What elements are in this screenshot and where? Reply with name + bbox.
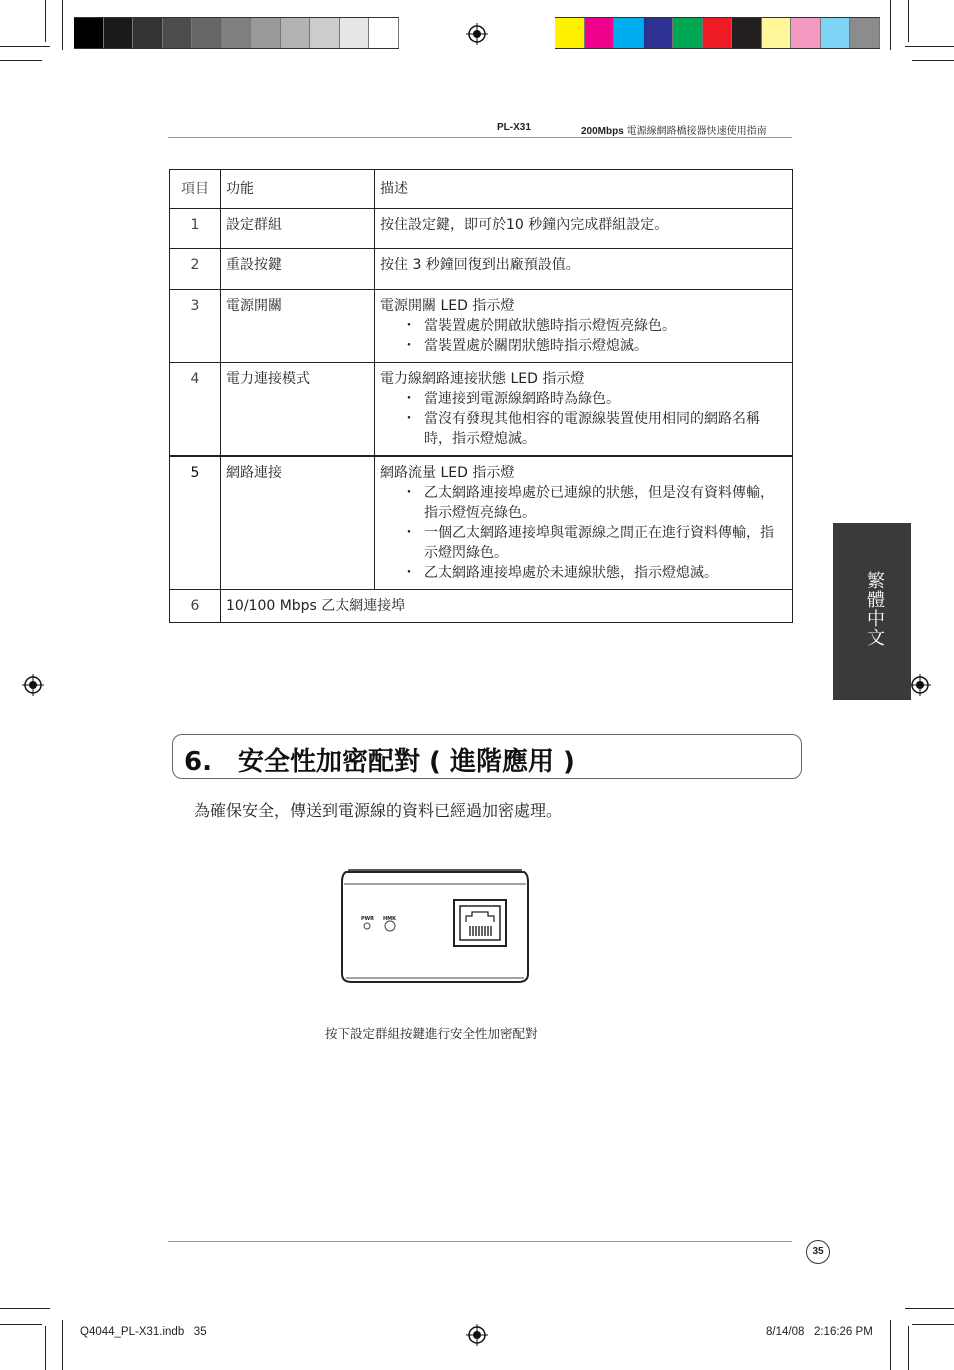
language-side-tab (833, 523, 911, 700)
color-swatch (644, 18, 674, 48)
section-title: 6. 安全性加密配對 ( 進階應用 ) (184, 747, 575, 777)
color-swatch (340, 18, 370, 48)
row-number: 1 (170, 209, 221, 249)
row-number: 3 (170, 290, 221, 363)
row-description (375, 363, 793, 457)
footer-rule (168, 1241, 792, 1242)
color-swatch (310, 18, 340, 48)
language-side-tab-label: 繁體中文 (864, 571, 885, 647)
table-row (170, 290, 793, 363)
section-intro: 為確保安全，傳送到電源線的資料已經過加密處理。 (194, 801, 563, 820)
bullet-item: ・ 一個乙太網路連接埠與電源線之間正在進行資料傳輸，指示燈閃綠色。 (406, 523, 787, 563)
row-description (375, 456, 793, 590)
crop-mark (912, 1324, 954, 1325)
column-header-function: 功能 (221, 170, 375, 209)
header-title (581, 122, 767, 137)
row-description (375, 290, 793, 363)
row-number: 5 (170, 456, 221, 590)
row-function: 10/100 Mbps 乙太網連接埠 (221, 590, 793, 623)
row-number: 4 (170, 363, 221, 457)
bullet-item: ・ 當裝置處於開啟狀態時指示燈恆亮綠色。 (406, 316, 787, 336)
color-swatch (703, 18, 733, 48)
row-description: 按住設定鍵，即可於10 秒鐘內完成群組設定。 (375, 209, 793, 249)
crop-mark (912, 60, 954, 61)
crop-mark (0, 1308, 50, 1309)
row-function: 電力連接模式 (221, 363, 375, 457)
row-function: 重設按鍵 (221, 249, 375, 290)
figure-caption: 按下設定群組按鍵進行安全性加密配對 (325, 1026, 538, 1041)
table-row (170, 363, 793, 457)
table-row (170, 249, 793, 290)
led1-label: PWR (361, 916, 375, 922)
color-swatch (762, 18, 792, 48)
registration-mark-icon (909, 674, 931, 696)
registration-mark-icon (466, 1324, 488, 1346)
crop-mark (45, 1326, 46, 1370)
color-swatch (850, 18, 880, 48)
crop-mark (62, 0, 63, 50)
led2-label: HMK (383, 916, 397, 922)
color-swatch (555, 18, 585, 48)
color-swatch (251, 18, 281, 48)
color-swatch (104, 18, 134, 48)
color-swatch (369, 18, 399, 48)
color-swatch (222, 18, 252, 48)
bullet-item: ・ 當沒有發現其他相容的電源線裝置使用相同的網路名稱時，指示燈熄滅。 (406, 409, 787, 449)
color-swatch (791, 18, 821, 48)
crop-mark (908, 1326, 909, 1370)
table-header-row (170, 170, 793, 209)
crop-mark (905, 1308, 954, 1309)
color-swatch (192, 18, 222, 48)
column-header-description: 描述 (375, 170, 793, 209)
crop-mark (45, 0, 46, 42)
crop-mark (890, 1320, 891, 1370)
bullet-item: ・ 當連接到電源線網路時為綠色。 (406, 389, 787, 409)
page-number: 35 (806, 1240, 830, 1264)
led-function-table (169, 169, 793, 623)
row-description-title: 網路流量 LED 指示燈 (380, 465, 515, 481)
crop-mark (905, 46, 954, 47)
color-swatch (133, 18, 163, 48)
header-guide-title: 電源線網路橋接器快速使用指南 (626, 126, 767, 137)
crop-mark (908, 0, 909, 42)
row-description-title: 電力線網路連接狀態 LED 指示燈 (380, 371, 585, 387)
color-swatch (614, 18, 644, 48)
row-number: 6 (170, 590, 221, 623)
registration-mark-icon (22, 674, 44, 696)
row-description: 按住 3 秒鐘回復到出廠預設值。 (375, 249, 793, 290)
row-number: 2 (170, 249, 221, 290)
column-header-item: 項目 (170, 170, 221, 209)
crop-mark (0, 1324, 42, 1325)
row-description-title: 電源開關 LED 指示燈 (380, 298, 515, 314)
crop-mark (62, 1320, 63, 1370)
table-row (170, 209, 793, 249)
bullet-item: ・ 當裝置處於關閉狀態時指示燈熄滅。 (406, 336, 787, 356)
header-model: PL-X31 (497, 122, 531, 133)
header-rule (168, 137, 792, 138)
table-row (170, 590, 793, 623)
crop-mark (0, 60, 42, 61)
bullet-item: ・ 乙太網路連接埠處於已連線的狀態，但是沒有資料傳輸，指示燈恆亮綠色。 (406, 483, 787, 523)
color-swatch (821, 18, 851, 48)
color-swatch (673, 18, 703, 48)
color-swatch (74, 18, 104, 48)
footer-file: Q4044_PL-X31.indb 35 (80, 1326, 207, 1338)
registration-mark-icon (466, 23, 488, 45)
row-function: 設定群組 (221, 209, 375, 249)
row-function: 電源開關 (221, 290, 375, 363)
color-swatch (281, 18, 311, 48)
header-speed: 200Mbps (581, 126, 624, 137)
crop-mark (890, 0, 891, 50)
row-function: 網路連接 (221, 456, 375, 590)
table-row (170, 456, 793, 590)
footer-timestamp: 8/14/08 2:16:26 PM (766, 1326, 873, 1338)
color-swatch (585, 18, 615, 48)
color-swatch (732, 18, 762, 48)
color-swatch (163, 18, 193, 48)
bullet-item: ・ 乙太網路連接埠處於未連線狀態，指示燈熄滅。 (406, 563, 787, 583)
device-illustration (338, 866, 532, 986)
crop-mark (0, 46, 50, 47)
